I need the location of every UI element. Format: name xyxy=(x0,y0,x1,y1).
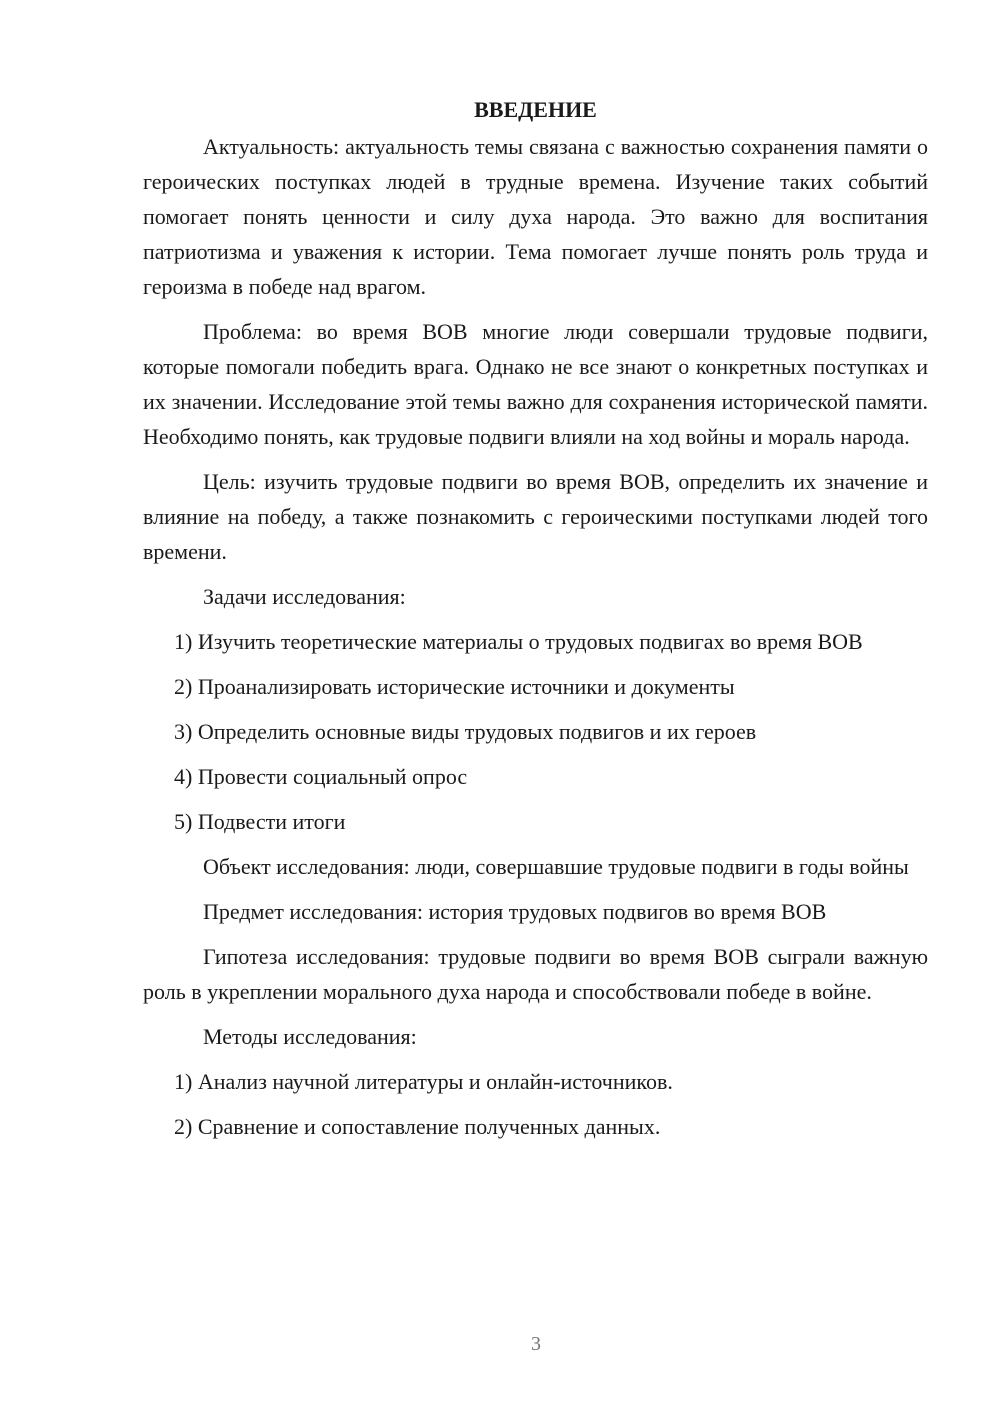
task-item-5: 5) Подвести итоги xyxy=(174,809,346,834)
relevance-paragraph: Актуальность: актуальность темы связана с важностью сохранения памяти о героических поступках людей в трудные времена. Изучение таких событий помогает понять ценности и силу духа народа. Это важно для воспитания патриотизма и уважения к истории. Тема помогает лучше понять роль труда и героизма в победе над врагом. xyxy=(143,134,928,299)
task-item-3: 3) Определить основные виды трудовых подвигов и их героев xyxy=(174,719,757,744)
goal-paragraph: Цель: изучить трудовые подвиги во время ВОВ, определить их значение и влияние на победу, а также познакомить с героическими поступками людей того времени. xyxy=(143,469,928,564)
task-item-4: 4) Провести социальный опрос xyxy=(174,764,468,789)
method-item-2: 2) Сравнение и сопоставление полученных данных. xyxy=(174,1114,661,1139)
research-object: Объект исследования: люди, совершавшие трудовые подвиги в годы войны xyxy=(203,854,909,879)
tasks-title: Задачи исследования: xyxy=(203,584,406,609)
page-number: 3 xyxy=(531,1333,541,1355)
methods-title: Методы исследования: xyxy=(203,1024,417,1049)
task-item-1: 1) Изучить теоретические материалы о трудовых подвигах во время ВОВ xyxy=(174,629,863,654)
problem-paragraph: Проблема: во время ВОВ многие люди совершали трудовые подвиги, которые помогали победить врага. Однако не все знают о конкретных поступках и их значении. Исследование этой темы важно для сохранения исторической памяти. Необходимо понять, как трудовые подвиги влияли на ход войны и мораль народа. xyxy=(143,319,928,449)
section-heading: ВВЕДЕНИЕ xyxy=(474,97,597,122)
research-hypothesis: Гипотеза исследования: трудовые подвиги во время ВОВ сыграли важную роль в укреплении морального духа народа и способствовали победе в войне. xyxy=(143,944,928,1004)
research-subject: Предмет исследования: история трудовых подвигов во время ВОВ xyxy=(203,899,827,924)
method-item-1: 1) Анализ научной литературы и онлайн-источников. xyxy=(174,1069,673,1094)
task-item-2: 2) Проанализировать исторические источники и документы xyxy=(174,674,735,699)
page-content xyxy=(143,92,928,1154)
